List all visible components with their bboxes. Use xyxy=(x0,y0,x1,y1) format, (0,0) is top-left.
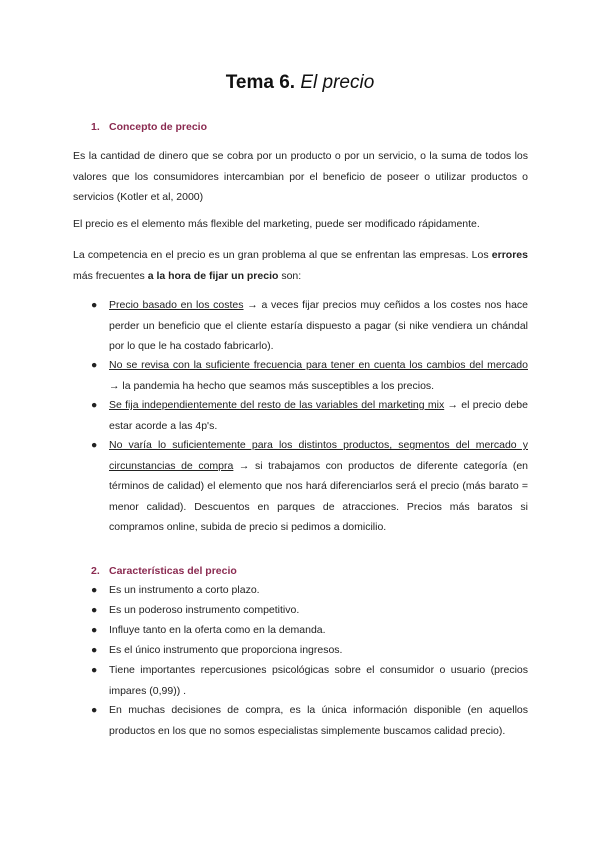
error-1-detail: → a veces fijar precios muy ceñidos a los costes nos hace perder un beneficio que el cliente estaría dispuesto a pagar (si nike vendiera un chándal por lo que le ha costado fabricarlo). xyxy=(109,299,528,352)
error-2-detail: → la pandemia ha hecho que seamos más susceptibles a los precios. xyxy=(109,379,435,392)
paragraph-competition xyxy=(73,245,528,286)
para3-errores: errores xyxy=(491,249,528,261)
feature-6-text: En muchas decisiones de compra, es la única información disponible (en aquellos productos en los que no somos especialistas simplemente buscamos calidad precio). xyxy=(109,704,528,737)
para3-fijar-precio: a la hora de fijar un precio xyxy=(147,269,279,282)
error-3-title: Se fija independientemente del resto de las variables del marketing mix xyxy=(109,399,445,411)
feature-5-text: Tiene importantes repercusiones psicológicas sobre el consumidor o usuario (precios impares (0,99)) . xyxy=(109,664,528,697)
section-1-title: Concepto de precio xyxy=(109,121,208,133)
page-title xyxy=(0,72,600,94)
feature-bullet-4 xyxy=(91,640,528,661)
bullet-dot: ● xyxy=(91,584,98,596)
title-italic: El precio xyxy=(300,72,375,93)
bullet-dot: ● xyxy=(91,664,98,676)
bullet-dot: ● xyxy=(91,299,98,311)
error-4-title: No varía lo suficientemente para los distintos productos, segmentos del mercado y circunstancias de compra xyxy=(109,439,528,472)
paragraph-definition: Es la cantidad de dinero que se cobra por un producto o por un servicio, o la suma de todos los valores que los consumidores intercambian por el beneficio de poseer o utilizar productos o servicios (Kotler et al, 2000) xyxy=(73,150,528,203)
feature-3-text: Influye tanto en la oferta como en la demanda. xyxy=(109,624,326,636)
section-2-number: 2. xyxy=(91,565,100,577)
bullet-dot: ● xyxy=(91,359,98,371)
para3-part-a: La competencia en el precio es un gran problema al que se enfrentan las empresas. Los xyxy=(73,249,492,261)
title-bold: Tema 6. xyxy=(225,72,296,93)
bullet-dot: ● xyxy=(91,604,98,616)
paragraph-flexibility: El precio es el elemento más flexible del marketing, puede ser modificado rápidamente. xyxy=(73,218,480,230)
feature-bullet-1 xyxy=(91,580,528,601)
feature-bullet-6 xyxy=(91,700,528,741)
bullet-dot: ● xyxy=(91,644,98,656)
bullet-dot: ● xyxy=(91,399,98,411)
section-1-heading xyxy=(91,121,207,133)
section-2-title: Características del precio xyxy=(109,565,237,577)
section-2-heading xyxy=(91,565,237,577)
para3-part-c: más frecuentes xyxy=(73,269,148,282)
feature-bullet-3 xyxy=(91,620,528,641)
bullet-dot: ● xyxy=(91,704,98,716)
feature-4-text: Es el único instrumento que proporciona ingresos. xyxy=(109,644,343,656)
error-4-detail: → si trabajamos con productos de diferente categoría (en términos de calidad) el elemento que nos hará diferenciarlos será el precio (más barato = menor calidad). Descuentos en parques de atracciones. Precios más baratos si compramos online, subida de precio si pedimos a domicilio. xyxy=(109,459,528,533)
feature-1-text: Es un instrumento a corto plazo. xyxy=(109,584,260,596)
error-3-detail: → el precio debe estar acorde a las 4p's. xyxy=(109,399,528,432)
feature-bullet-2 xyxy=(91,600,528,621)
error-2-title: No se revisa con la suficiente frecuencia para tener en cuenta los cambios del mercado xyxy=(109,359,528,371)
bullet-dot: ● xyxy=(91,439,98,451)
error-bullet-1 xyxy=(91,295,528,357)
error-bullet-4 xyxy=(91,435,528,538)
error-bullet-2 xyxy=(91,355,528,396)
feature-bullet-5 xyxy=(91,660,528,701)
bullet-dot: ● xyxy=(91,624,98,636)
error-bullet-3 xyxy=(91,395,528,436)
feature-2-text: Es un poderoso instrumento competitivo. xyxy=(109,604,300,616)
section-1-number: 1. xyxy=(91,121,100,133)
error-1-title: Precio basado en los costes xyxy=(109,299,244,311)
para3-part-e: son: xyxy=(278,269,302,282)
